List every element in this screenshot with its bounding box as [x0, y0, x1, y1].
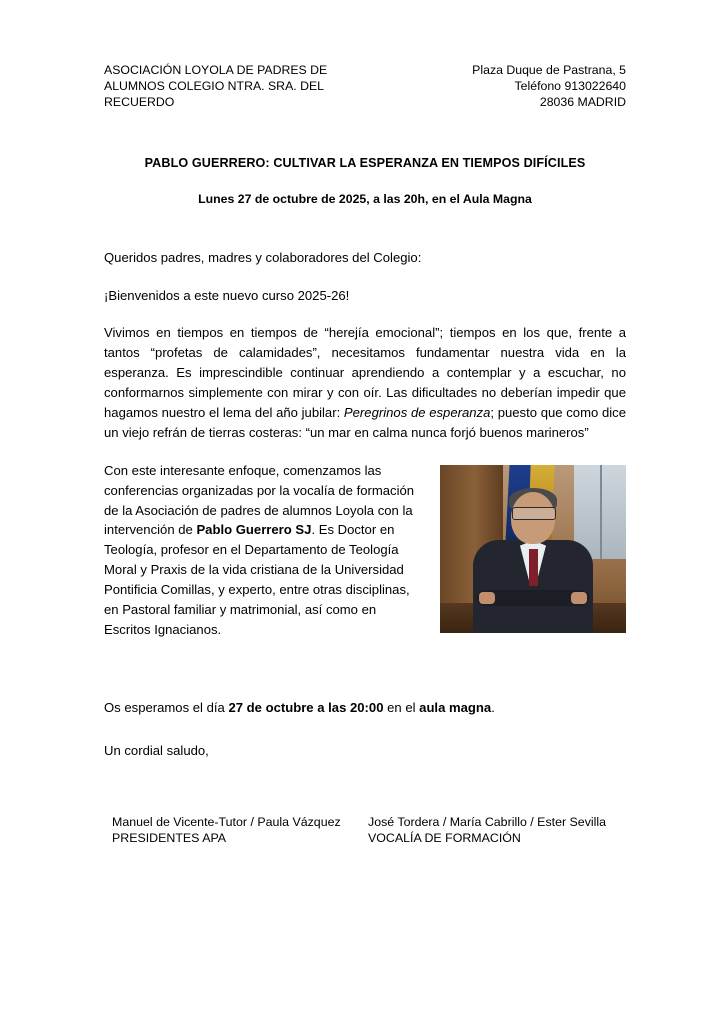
paragraph-two-part2: . Es Doctor en Teología, profesor en el Departamento de Teología Moral y Praxis de la vida cristiana de la Universidad Pontificia Comillas, y experto, entre otras disciplinas, en Pastoral familiar y matrimonial, así como en Escritos Ignacianos. [104, 522, 410, 637]
glasses-icon [512, 507, 556, 520]
event-reminder-part3: . [491, 699, 495, 715]
event-reminder-part1: Os esperamos el día [104, 699, 229, 715]
event-venue: aula magna [419, 699, 492, 715]
photo-and-paragraph-two [104, 461, 626, 658]
signature-left-role: PRESIDENTES APA [112, 831, 227, 846]
signature-right-role: VOCALÍA DE FORMACIÓN [368, 831, 521, 846]
welcome-paragraph: ¡Bienvenidos a este nuevo curso 2025-26! [104, 287, 350, 303]
speaker-photo [440, 465, 626, 633]
letterhead-address-line2: Teléfono 913022640 [514, 79, 626, 94]
letterhead-organization: ASOCIACIÓN LOYOLA DE PADRES DE ALUMNOS COLEGIO NTRA. SRA. DEL RECUERDO [104, 63, 328, 110]
paragraph-one-part2: ; puesto que como dice un viejo refrán de tierras costeras: “un mar en calma nunca forjó buenos marineros” [104, 405, 627, 440]
speaker-name: Pablo Guerrero SJ [196, 522, 312, 538]
photo-hand-right [571, 592, 587, 604]
photo-hand-left [479, 592, 495, 604]
page-title: PABLO GUERRERO: CULTIVAR LA ESPERANZA EN TIEMPOS DIFÍCILES [144, 155, 586, 170]
letterhead-address-line3: 28036 MADRID [539, 95, 626, 110]
signature-right-names: José Tordera / María Cabrillo / Ester Sevilla [368, 814, 607, 829]
title-block [104, 156, 626, 206]
photo-tie [529, 549, 538, 586]
letterhead [104, 62, 626, 111]
event-reminder [104, 698, 626, 719]
paragraph-one-part1: Vivimos en tiempos en tiempos de “herejía emocional”; tiempos en los que, frente a tantos “profetas de calamidades”, necesitamos fundamentar nuestra vida en la esperanza. Es imprescindible continuar aprendiendo a contemplar y a escuchar, no conformarnos simplemente con mirar y con oír. Las dificultades no deberían impedir que hagamos nuestro el lema del año jubilar: [104, 325, 626, 420]
paragraph-two-part1: Con este interesante enfoque, comenzamos las conferencias organizadas por la vocalía de formación de la Asociación de padres de alumnos Loyola con la intervención de [104, 462, 415, 538]
signature-left-names: Manuel de Vicente-Tutor / Paula Vázquez [112, 814, 341, 829]
letterhead-contact [406, 62, 626, 111]
signature-left [104, 814, 368, 847]
paragraph-one [104, 323, 626, 442]
event-datetime: 27 de octubre a las 20:00 [228, 699, 384, 715]
greeting-paragraph: Queridos padres, madres y colaboradores del Colegio: [104, 249, 422, 265]
signature-block [104, 814, 626, 847]
closing-block [104, 698, 626, 762]
page-subtitle: Lunes 27 de octubre de 2025, a las 20h, en el Aula Magna [198, 191, 532, 206]
paragraph-one-italic: Peregrinos de esperanza [343, 405, 491, 420]
farewell: Un cordial saludo, [104, 742, 209, 758]
letterhead-address-line1: Plaza Duque de Pastrana, 5 [472, 63, 626, 77]
photo-window-bar [600, 465, 602, 559]
signature-right [368, 814, 626, 847]
event-reminder-part2: en el [383, 699, 420, 715]
letter-body [104, 248, 626, 658]
